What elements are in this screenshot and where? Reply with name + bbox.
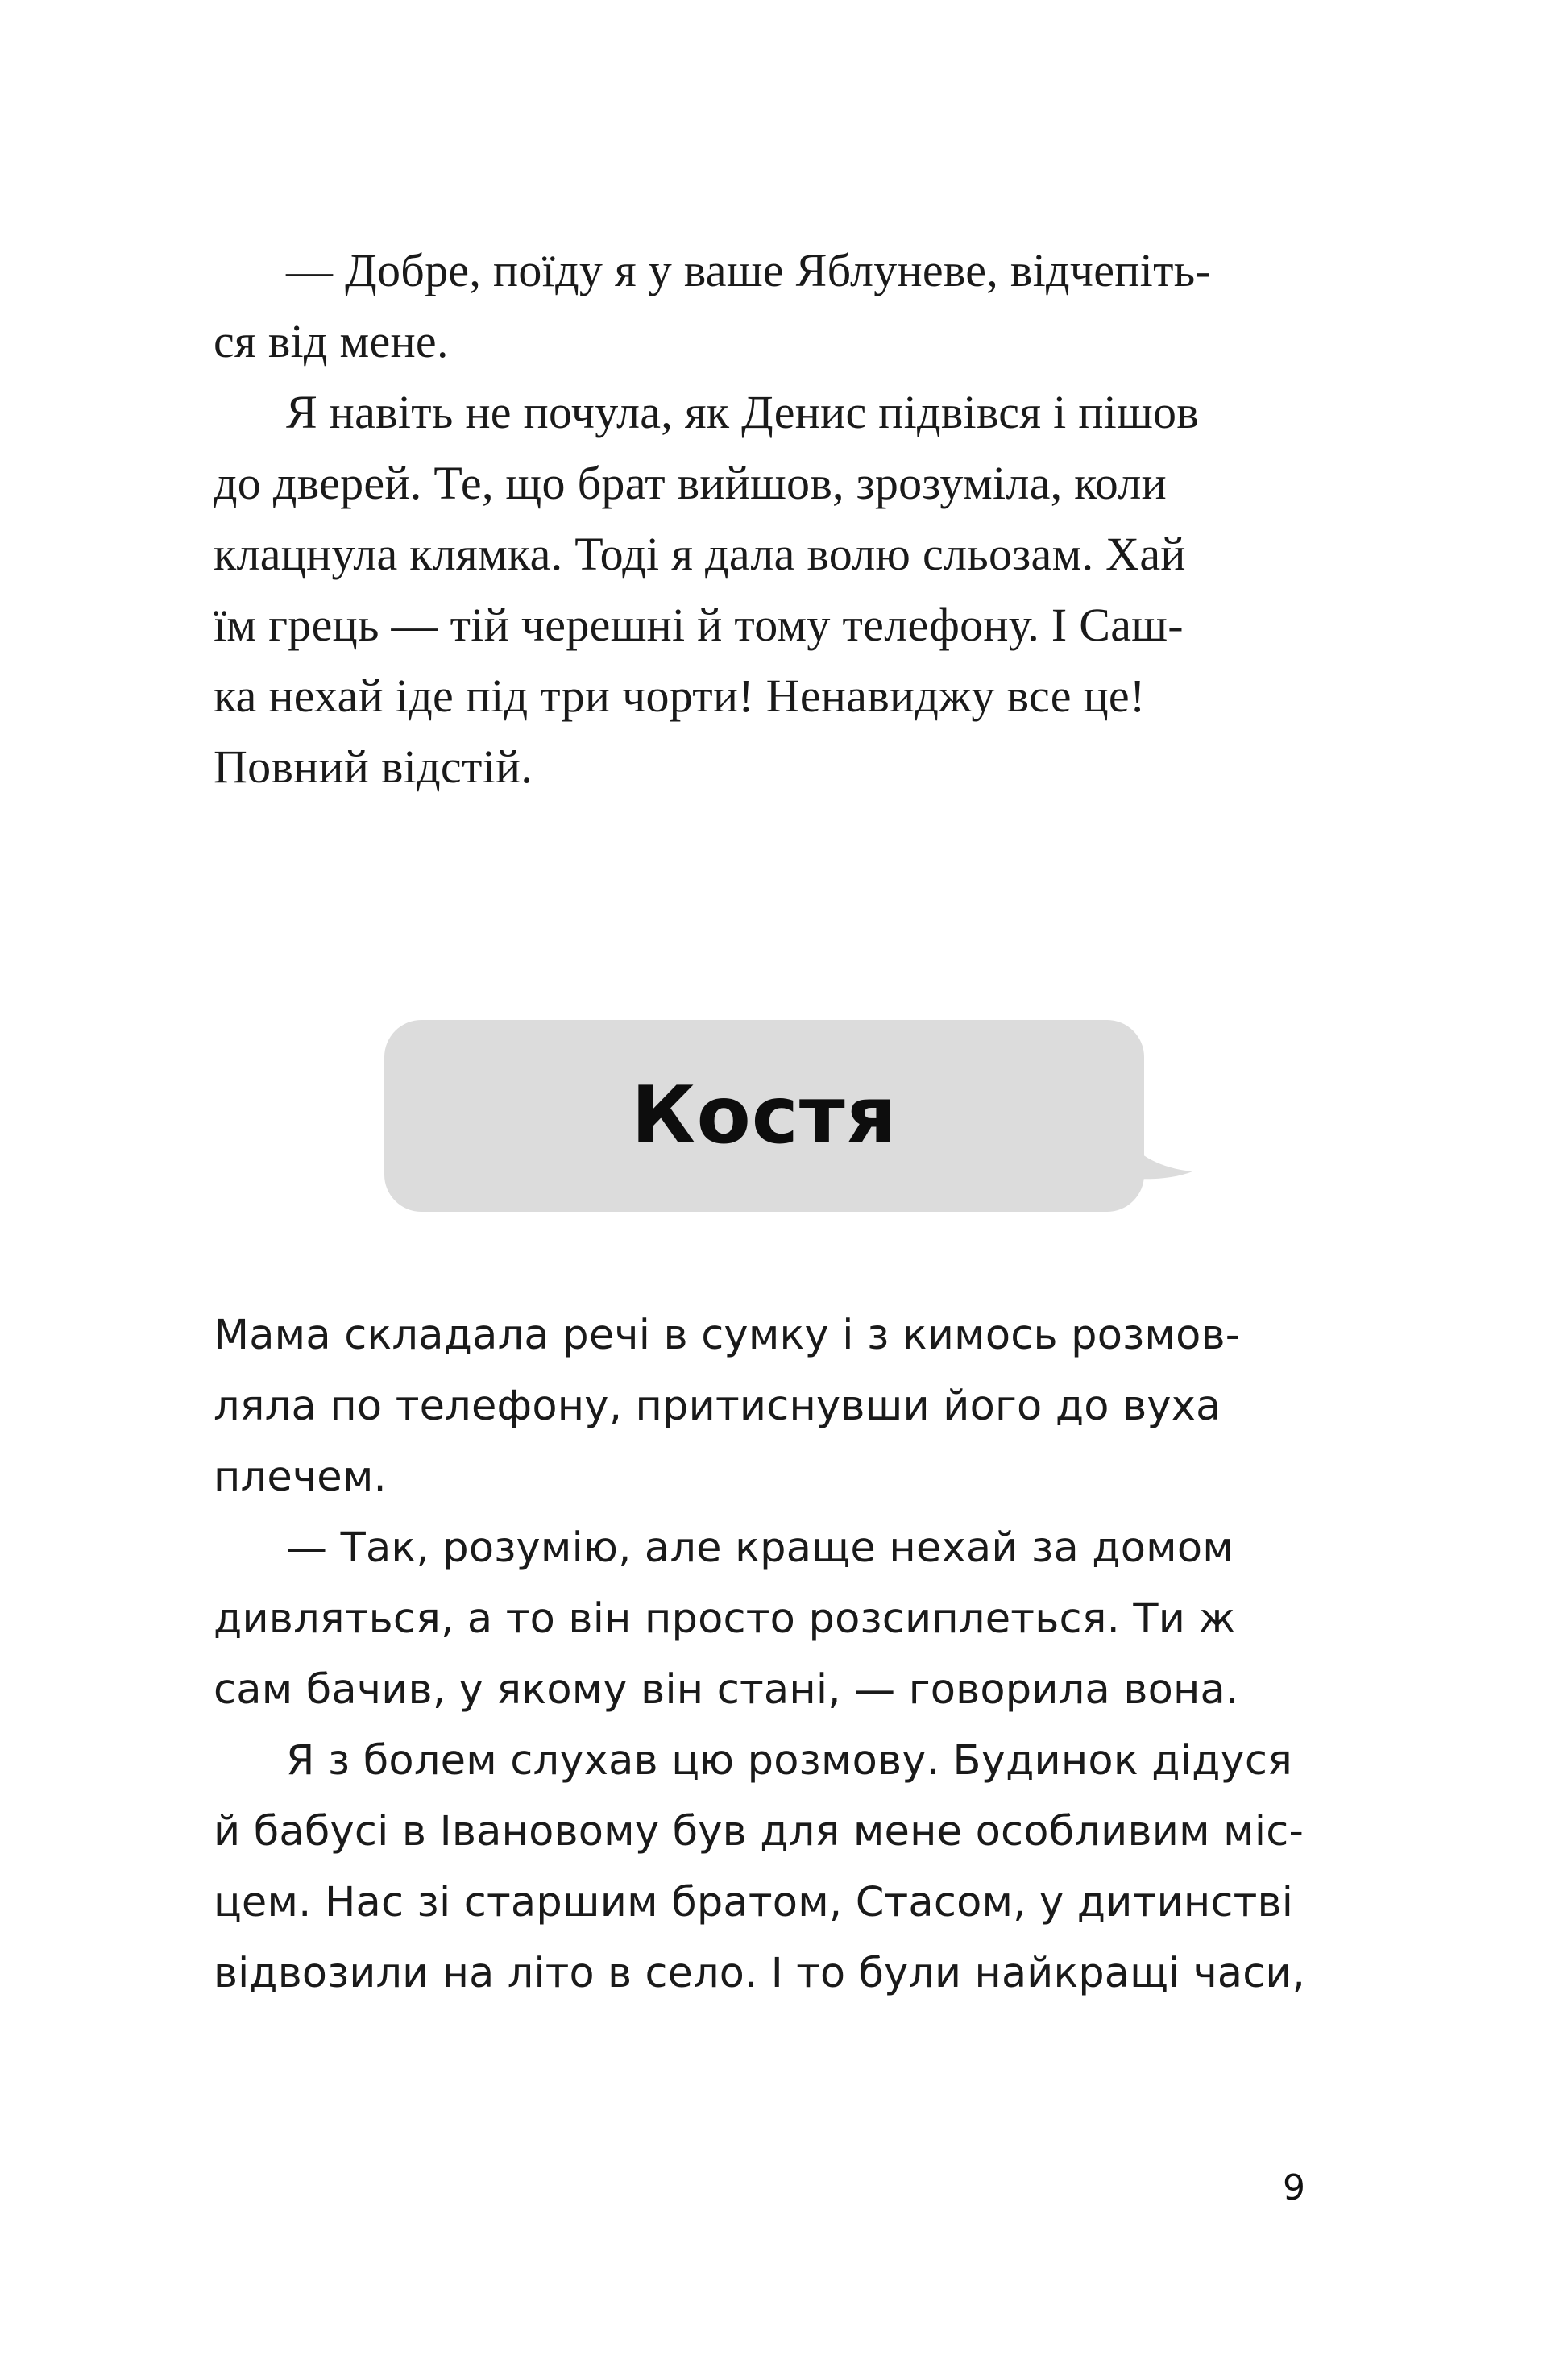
text-line: плечем.	[214, 1453, 387, 1501]
text-line: ка нехай іде під три чорти! Ненавиджу все це!	[214, 670, 1146, 722]
text-line: цем. Нас зі старшим братом, Стасом, у дитинстві	[214, 1879, 1294, 1926]
text-line: їм грець — тій черешні й тому телефону. І Саш-	[214, 599, 1184, 651]
text-line: ся від мене.	[214, 315, 449, 367]
text-line: відвозили на літо в село. І то були найкращі часи,	[214, 1950, 1305, 1997]
text-line: сам бачив, у якому він стані, — говорила вона.	[214, 1666, 1239, 1714]
text-line: Я з болем слухав цю розмову. Будинок дідуся	[286, 1737, 1293, 1785]
text-line: клацнула клямка. Тоді я дала волю сльозам. Хай	[214, 528, 1186, 580]
text-line: дивляться, а то він просто розсиплеться. Ти ж	[214, 1595, 1236, 1643]
text-line: Мама складала речі в сумку і з кимось розмов-	[214, 1312, 1241, 1359]
text-line: ляла по телефону, притиснувши його до вуха	[214, 1383, 1221, 1430]
text-line: — Так, розумію, але краще нехай за домом	[286, 1524, 1234, 1572]
page-number: 9	[1283, 2167, 1305, 2208]
text-line: Я навіть не почула, як Денис підвівся і пішов	[286, 386, 1200, 438]
text-line: — Добре, поїду я у ваше Яблуневе, відчепіть-	[286, 244, 1212, 296]
text-line: Повний відстій.	[214, 740, 533, 793]
text-line: до дверей. Те, що брат вийшов, зрозуміла, коли	[214, 457, 1167, 509]
text-line: й бабусі в Івановому був для мене особливим міс-	[214, 1808, 1304, 1855]
chapter-title: Костя	[631, 1070, 898, 1162]
